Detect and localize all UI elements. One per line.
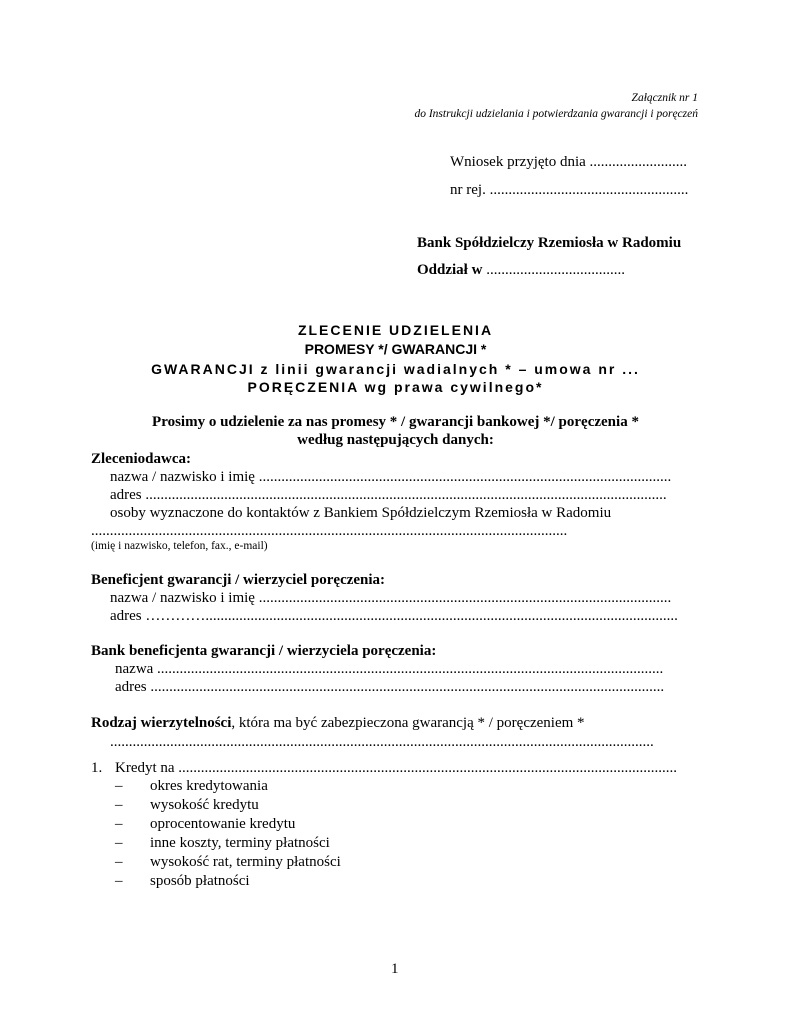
beneficiary-bank-heading: Bank beneficjenta gwarancji / wierzyciela poręczenia:: [91, 643, 437, 659]
claim-item-credit: Kredyt na .....................................................................................................................................: [115, 760, 678, 776]
page-number: 1: [391, 961, 399, 977]
request-line-2: według następujących danych:: [297, 432, 494, 448]
principal-address-field: adres ...........................................................................................................................................: [110, 487, 667, 503]
bullet-dash: –: [115, 816, 123, 832]
claim-heading: [91, 715, 585, 732]
claim-item-number: 1.: [91, 760, 103, 776]
sub-item: okres kredytowania: [150, 778, 268, 794]
registration-number-field: nr rej. .....................................................: [450, 182, 689, 198]
beneficiary-bank-address-field: adres .........................................................................................................................................: [115, 679, 665, 695]
sub-item: sposób płatności: [150, 873, 250, 889]
principal-contacts-field: osoby wyznaczone do kontaktów z Bankiem Spółdzielczym Rzemiosła w Radomiu: [110, 505, 612, 521]
beneficiary-heading: Beneficjent gwarancji / wierzyciel poręczenia:: [91, 572, 386, 588]
claim-dots: .................................................................................................................................................: [110, 734, 654, 750]
principal-contacts-dots: ...............................................................................................................................: [91, 523, 568, 539]
title-line-4: PORĘCZENIA wg prawa cywilnego*: [247, 379, 544, 395]
bank-name: Bank Spółdzielczy Rzemiosła w Radomiu: [417, 235, 682, 251]
received-date-field: Wniosek przyjęto dnia ..........................: [450, 154, 688, 170]
bullet-dash: –: [115, 854, 123, 870]
principal-heading: Zleceniodawca:: [91, 451, 191, 467]
principal-contacts-hint: (imię i nazwisko, telefon, fax., e-mail): [91, 540, 268, 552]
beneficiary-address-field: adres …………..............................................................................................................................: [110, 608, 678, 624]
title-line-1: ZLECENIE UDZIELENIA: [297, 322, 494, 338]
sub-item: inne koszty, terminy płatności: [150, 835, 330, 851]
beneficiary-name-field: nazwa / nazwisko i imię ..............................................................................................................: [110, 590, 672, 606]
bullet-dash: –: [115, 873, 123, 889]
title-line-2: PROMESY */ GWARANCJI *: [304, 341, 487, 357]
sub-item: wysokość rat, terminy płatności: [150, 854, 341, 870]
annex-line-2: do Instrukcji udzielania i potwierdzania gwarancji i poręczeń: [414, 108, 698, 120]
claim-heading-rest: , która ma być zabezpieczona gwarancją * / poręczeniem *: [231, 715, 585, 731]
title-line-3: GWARANCJI z linii gwarancji wadialnych * – umowa nr ...: [151, 361, 640, 377]
request-line-1: Prosimy o udzielenie za nas promesy * / gwarancji bankowej */ poręczenia *: [152, 414, 639, 430]
branch-value: .....................................: [482, 262, 625, 278]
sub-item: oprocentowanie kredytu: [150, 816, 296, 832]
principal-name-field: nazwa / nazwisko i imię ..............................................................................................................: [110, 469, 672, 485]
bullet-dash: –: [115, 797, 123, 813]
bullet-dash: –: [115, 778, 123, 794]
claim-heading-bold: Rodzaj wierzytelności: [91, 715, 232, 731]
branch-field: [417, 262, 625, 279]
annex-line-1: Załącznik nr 1: [631, 92, 698, 104]
bullet-dash: –: [115, 835, 123, 851]
beneficiary-bank-name-field: nazwa .......................................................................................................................................: [115, 661, 664, 677]
branch-label: Oddział w: [417, 262, 483, 278]
sub-item: wysokość kredytu: [150, 797, 259, 813]
